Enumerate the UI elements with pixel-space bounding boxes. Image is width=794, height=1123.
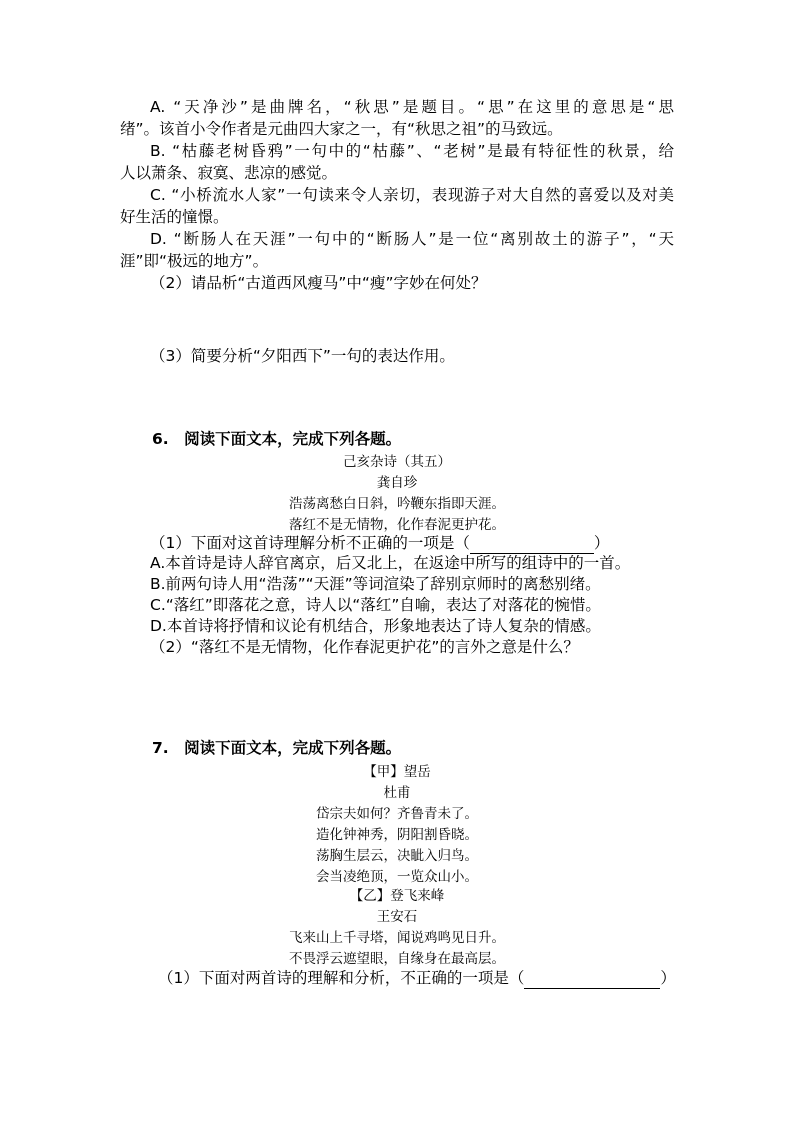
q7-jia-author: 杜甫 xyxy=(383,785,411,801)
q5-subquestion-3: （3）简要分析“夕阳西下”一句的表达作用。 xyxy=(150,347,455,365)
q7-answer-blank[interactable] xyxy=(524,968,660,989)
q5-option-d-line2: 涯”即“极远的地方”。 xyxy=(120,252,269,270)
q5-option-b-line1: B. “枯藤老树昏鸦”一句中的“枯藤”、“老树”是最有特征性的秋景，给 xyxy=(150,142,674,160)
q7-heading: 7. 阅读下面文本，完成下列各题。 xyxy=(152,739,402,757)
q6-subquestion-1 xyxy=(150,533,609,554)
q6-poem-title: 己亥杂诗（其五） xyxy=(343,454,451,470)
q7-subquestion-1 xyxy=(158,968,676,989)
q7-jia-line-1: 岱宗夫如何？齐鲁青未了。 xyxy=(316,806,478,822)
q7-yi-title: 【乙】登飞来峰 xyxy=(349,888,445,904)
q6-subquestion-1-text: （1）下面对这首诗理解分析不正确的一项是（ xyxy=(150,534,470,552)
q7-jia-title: 【甲】望岳 xyxy=(363,764,431,780)
q6-answer-blank[interactable] xyxy=(470,533,594,554)
q7-yi-line-1: 飞来山上千寻塔，闻说鸡鸣见日升。 xyxy=(289,930,505,946)
q6-heading: 6. 阅读下面文本，完成下列各题。 xyxy=(152,430,402,448)
q7-yi-line-2: 不畏浮云遮望眼，自缘身在最高层。 xyxy=(289,951,505,967)
q7-jia-line-3: 荡胸生层云，决眦入归鸟。 xyxy=(316,848,478,864)
q6-option-c: C.“落红”即落花之意，诗人以“落红”自喻，表达了对落花的惋惜。 xyxy=(150,596,601,614)
q6-poem-line-2: 落红不是无情物，化作春泥更护花。 xyxy=(289,517,505,533)
q7-jia-line-2: 造化钟神秀，阴阳割昏晓。 xyxy=(316,827,478,843)
q6-subquestion-2: （2）“落红不是无情物，化作春泥更护花”的言外之意是什么？ xyxy=(150,638,579,656)
q5-option-d-line1: D. “断肠人在天涯”一句中的“断肠人”是一位“离别故土的游子”，“天 xyxy=(150,230,674,248)
q7-subquestion-1-close: ） xyxy=(660,969,676,987)
q7-subquestion-1-text: （1）下面对两首诗的理解和分析，不正确的一项是（ xyxy=(158,969,525,987)
q6-poem-author: 龚自珍 xyxy=(376,475,418,491)
q5-option-a-line1: A. “天净沙”是曲牌名，“秋思”是题目。“思”在这里的意思是“思 xyxy=(150,98,674,116)
q7-yi-author: 王安石 xyxy=(376,909,418,925)
q7-jia-line-4: 会当凌绝顶，一览众山小。 xyxy=(316,869,478,885)
q6-option-d: D.本首诗将抒情和议论有机结合，形象地表达了诗人复杂的情感。 xyxy=(150,617,601,635)
q5-option-a-line2: 绪”。该首小令作者是元曲四大家之一，有“秋思之祖”的马致远。 xyxy=(120,120,563,138)
q5-option-c-line2: 好生活的憧憬。 xyxy=(120,208,229,226)
q5-subquestion-2: （2）请品析“古道西风瘦马”中“瘦”字妙在何处？ xyxy=(150,274,487,292)
q6-subquestion-1-close: ） xyxy=(593,534,610,552)
q6-option-a: A.本首诗是诗人辞官离京，后又北上，在返途中所写的组诗中的一首。 xyxy=(150,554,631,572)
q6-option-b: B.前两句诗人用“浩荡”“天涯”等词渲染了辞别京师时的离愁别绪。 xyxy=(150,575,601,593)
q5-option-c-line1: C. “小桥流水人家”一句读来令人亲切，表现游子对大自然的喜爱以及对美 xyxy=(150,186,674,204)
q5-option-b-line2: 人以萧条、寂寞、悲凉的感觉。 xyxy=(120,164,338,182)
q6-poem-line-1: 浩荡离愁白日斜，吟鞭东指即天涯。 xyxy=(289,496,505,512)
